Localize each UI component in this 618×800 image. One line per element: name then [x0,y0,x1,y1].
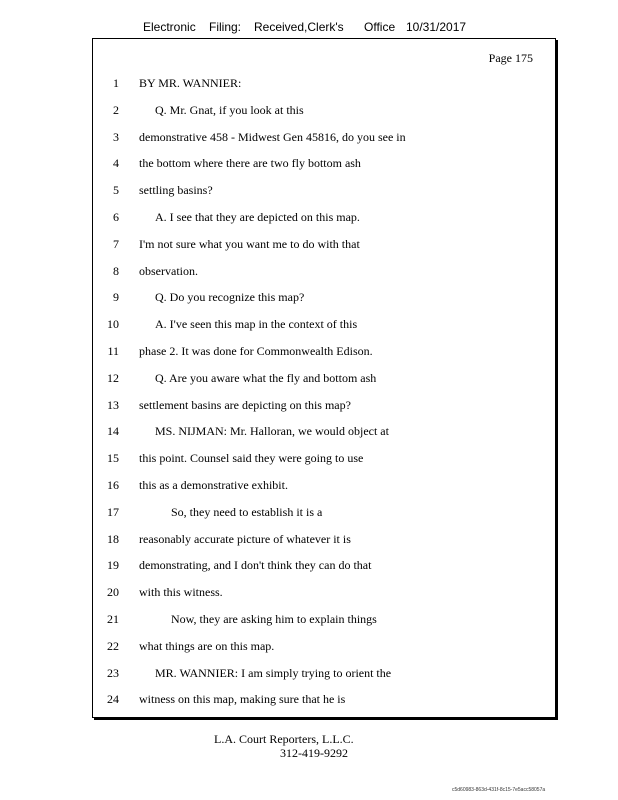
line-text: the bottom where there are two fly bottom ash [139,156,361,171]
line-text: A. I've seen this map in the context of this [155,317,358,332]
line-text: So, they need to establish it is a [171,504,323,519]
line-number: 24 [107,692,119,707]
line-number: 21 [107,612,119,626]
line-number: 18 [107,531,119,546]
line-number: 12 [107,370,119,385]
line-number: 22 [107,638,119,653]
line-text: A. I see that they are depicted on this map. [155,210,360,224]
line-text: with this witness. [139,585,223,600]
filing-header-received: Received,Clerk's [254,20,344,34]
line-text: demonstrating, and I don't think they can do that [139,558,372,573]
line-number: 5 [113,183,119,198]
line-text: what things are on this map. [139,638,275,653]
line-text: this as a demonstrative exhibit. [139,478,288,492]
line-number: 15 [107,451,119,466]
line-text: Q. Are you aware what the fly and bottom ash [155,370,377,385]
page-number: Page 175 [488,51,533,65]
filing-header-date: 10/31/2017 [406,20,467,34]
line-number: 13 [107,397,119,412]
line-number: 19 [107,558,119,573]
transcript-page-frame [92,38,556,718]
line-text: demonstrative 458 - Midwest Gen 45816, do you see in [139,129,406,144]
line-number: 20 [107,585,119,600]
line-number: 10 [107,317,119,332]
line-text: MS. NIJMAN: Mr. Halloran, we would object at [155,424,389,439]
line-text: Q. Mr. Gnat, if you look at this [155,102,304,117]
filing-header-office: Office [364,20,396,34]
line-number: 14 [107,424,119,439]
footer-phone: 312-419-9292 [280,746,348,760]
line-number: 1 [113,76,119,90]
footer-company: L.A. Court Reporters, L.L.C. [214,732,354,746]
line-text: phase 2. It was done for Commonwealth Edison. [139,344,373,358]
line-number: 3 [113,129,119,144]
line-text: this point. Counsel said they were going to use [139,451,364,466]
line-number: 2 [113,102,119,117]
line-text: reasonably accurate picture of whatever it is [139,531,351,546]
filing-header [143,20,466,34]
line-text: Q. Do you recognize this map? [155,290,305,305]
line-text: MR. WANNIER: I am simply trying to orient the [155,665,392,680]
line-number: 6 [113,210,119,224]
line-text: Now, they are asking him to explain things [171,612,377,626]
line-number: 4 [113,156,119,171]
line-text: settling basins? [139,183,213,198]
line-number: 23 [107,665,119,680]
filing-header-electronic: Electronic [143,20,196,34]
document-id: c5d60983-863d-431f-8c15-7e5acc58057a [452,787,546,793]
line-number: 17 [107,504,119,519]
line-text: witness on this map, making sure that he is [139,692,346,707]
line-number: 9 [113,290,119,305]
line-number: 7 [113,236,119,251]
line-text: settlement basins are depicting on this map? [139,397,351,412]
filing-header-filing: Filing: [209,20,242,34]
line-text: I'm not sure what you want me to do with that [139,236,360,251]
line-text: BY MR. WANNIER: [139,76,242,90]
line-number: 8 [113,263,119,278]
line-text: observation. [139,263,198,278]
line-number: 11 [107,344,119,358]
line-number: 16 [107,478,119,492]
